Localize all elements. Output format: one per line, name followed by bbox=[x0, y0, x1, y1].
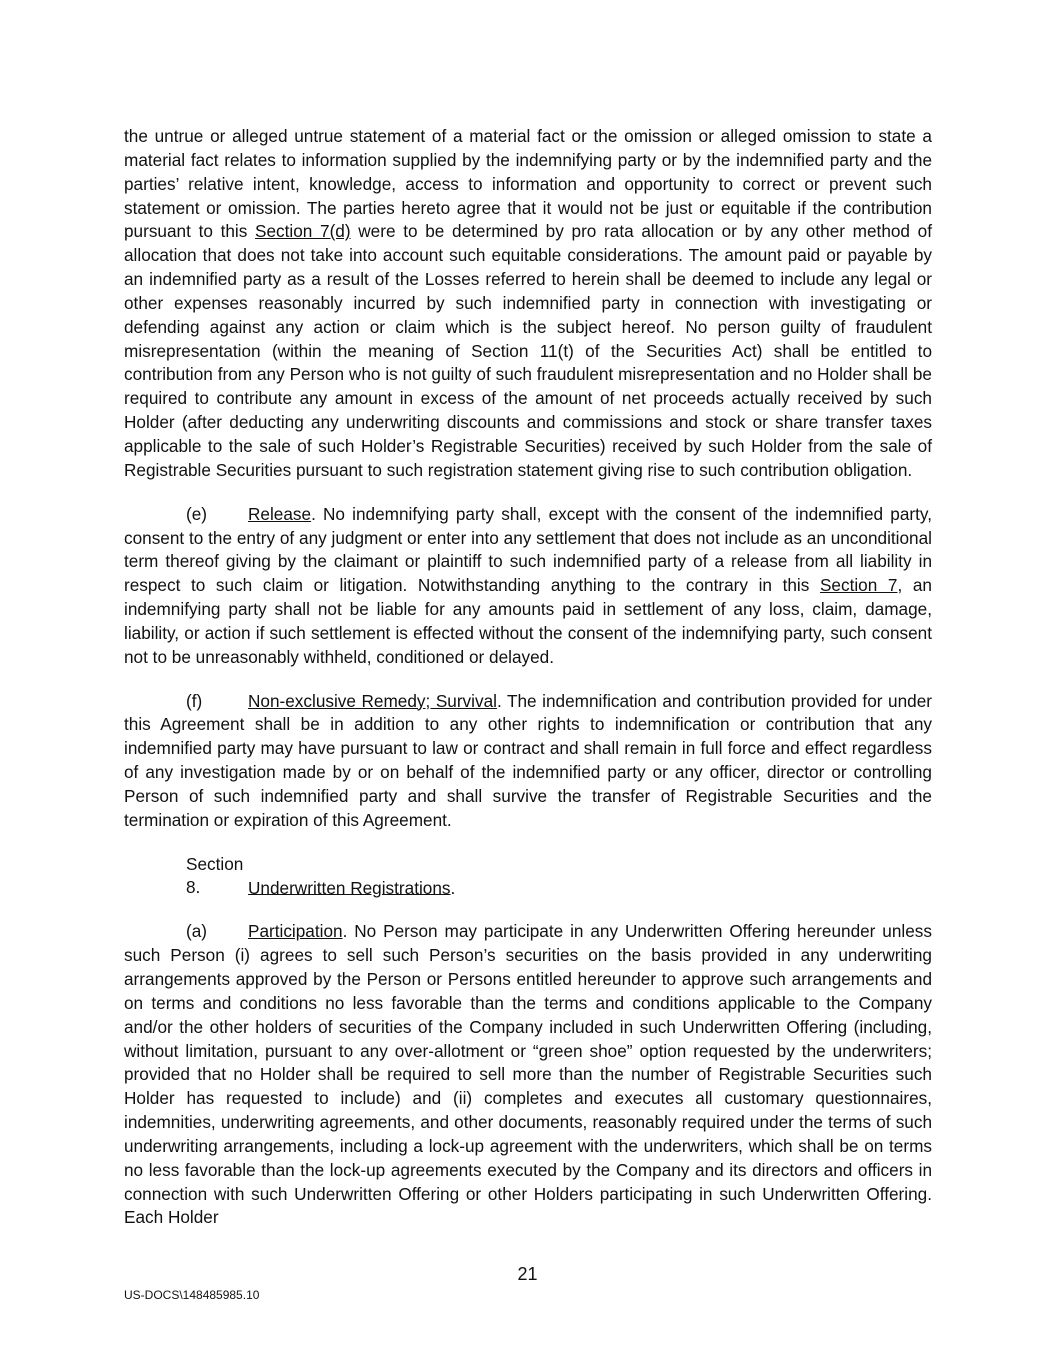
section-8-heading: Section 8. Underwritten Registrations. bbox=[124, 853, 932, 901]
page-number: 21 bbox=[517, 1264, 538, 1284]
clause-label-a: (a) bbox=[186, 921, 208, 942]
section-8-label: Section 8. bbox=[186, 853, 244, 898]
paragraph-a-participation: (a) Participation. No Person may participate in any Underwritten Offering hereunder unless such Person (i) agrees to sell such Person’s securities on the basis provided in any underwriting arrangements approved by the Person or Persons entitled hereunder to approve such arrangements and on terms and conditions no less favorable than the terms and conditions applicable to the Company and/or the other holders of securities of the Company included in such Underwritten Offering (including, without limitation, pursuant to any over-allotment or “green shoe” option requested by the underwriters; provided that no Holder shall be required to sell more than the number of Registrable Securities such Holder has requested to include) and (ii) completes and executes all customary questionnaires, indemnities, underwriting agreements, and other documents, reasonably required under the terms of such underwriting arrangements, including a lock-up agreement with the underwriters, which shall be on terms no less favorable than the lock-up agreements executed by the Company and its directors and officers in connection with such Underwritten Offering or other Holders participating in such Underwritten Offering. Each Holder bbox=[124, 921, 932, 1228]
document-id: US-DOCS\148485985.10 bbox=[124, 1288, 260, 1302]
clause-title-participation: Participation bbox=[248, 921, 343, 942]
clause-title-release: Release bbox=[248, 503, 312, 524]
clause-label-e: (e) bbox=[186, 503, 208, 524]
clause-title-non-exclusive-remedy: Non-exclusive Remedy; Survival bbox=[248, 690, 497, 711]
section-8-title: Underwritten Registrations bbox=[248, 877, 451, 898]
paragraph-e-release: (e) Release. No indemnifying party shall, except with the consent of the indemnified party, consent to the entry of any judgment or enter into any settlement that does not include as an unconditional term thereof giving by the claimant or plaintiff to such indemnified party of a release from all liability in respect to such claim or litigation. Notwithstanding anything to the contrary in this Section 7, an indemnifying party shall not be liable for any amounts paid in settlement of any loss, claim, damage, liability, or action if such settlement is effected without the consent of the indemnifying party, such consent not to be unreasonably withheld, conditioned or delayed. bbox=[124, 503, 932, 667]
section-7-reference: Section 7 bbox=[819, 575, 898, 596]
paragraph-f-non-exclusive-remedy: (f) Non-exclusive Remedy; Survival. The indemnification and contribution provided for under this Agreement shall be in addition to any other rights to indemnification or contribution that any indemnified party may have pursuant to law or contract and shall remain in full force and effect regardless of any investigation made by or on behalf of the indemnified party or any officer, director or controlling Person of such indemnified party and shall survive the transfer of Registrable Securities and the termination or expiration of this Agreement. bbox=[124, 690, 932, 830]
paragraph-contribution-continuation: the untrue or alleged untrue statement of a material fact or the omission or alleged omission to state a material fact relates to information supplied by the indemnifying party or by the indemnified party and the parties’ relative intent, knowledge, access to information and opportunity to correct or prevent such statement or omission. The parties hereto agree that it would not be just or equitable if the contribution pursuant to this Section 7(d) were to be determined by pro rata allocation or by any other method of allocation that does not take into account such equitable considerations. The amount paid or payable by an indemnified party as a result of the Losses referred to herein shall be deemed to include any legal or other expenses reasonably incurred by such indemnified party in connection with investigating or defending against any action or claim which is the subject hereof. No person guilty of fraudulent misrepresentation (within the meaning of Section 11(t) of the Securities Act) shall be entitled to contribution from any Person who is not guilty of such fraudulent misrepresentation and no Holder shall be required to contribute any amount in excess of the amount of net proceeds actually received by such Holder (after deducting any underwriting discounts and commissions and stock or share transfer taxes applicable to the sale of such Holder’s Registrable Securities) received by such Holder from the sale of Registrable Securities pursuant to such registration statement giving rise to such contribution obligation. bbox=[124, 126, 933, 480]
section-7d-reference: Section 7(d) bbox=[255, 221, 351, 242]
document-body bbox=[124, 125, 932, 1250]
clause-label-f: (f) bbox=[186, 690, 203, 711]
